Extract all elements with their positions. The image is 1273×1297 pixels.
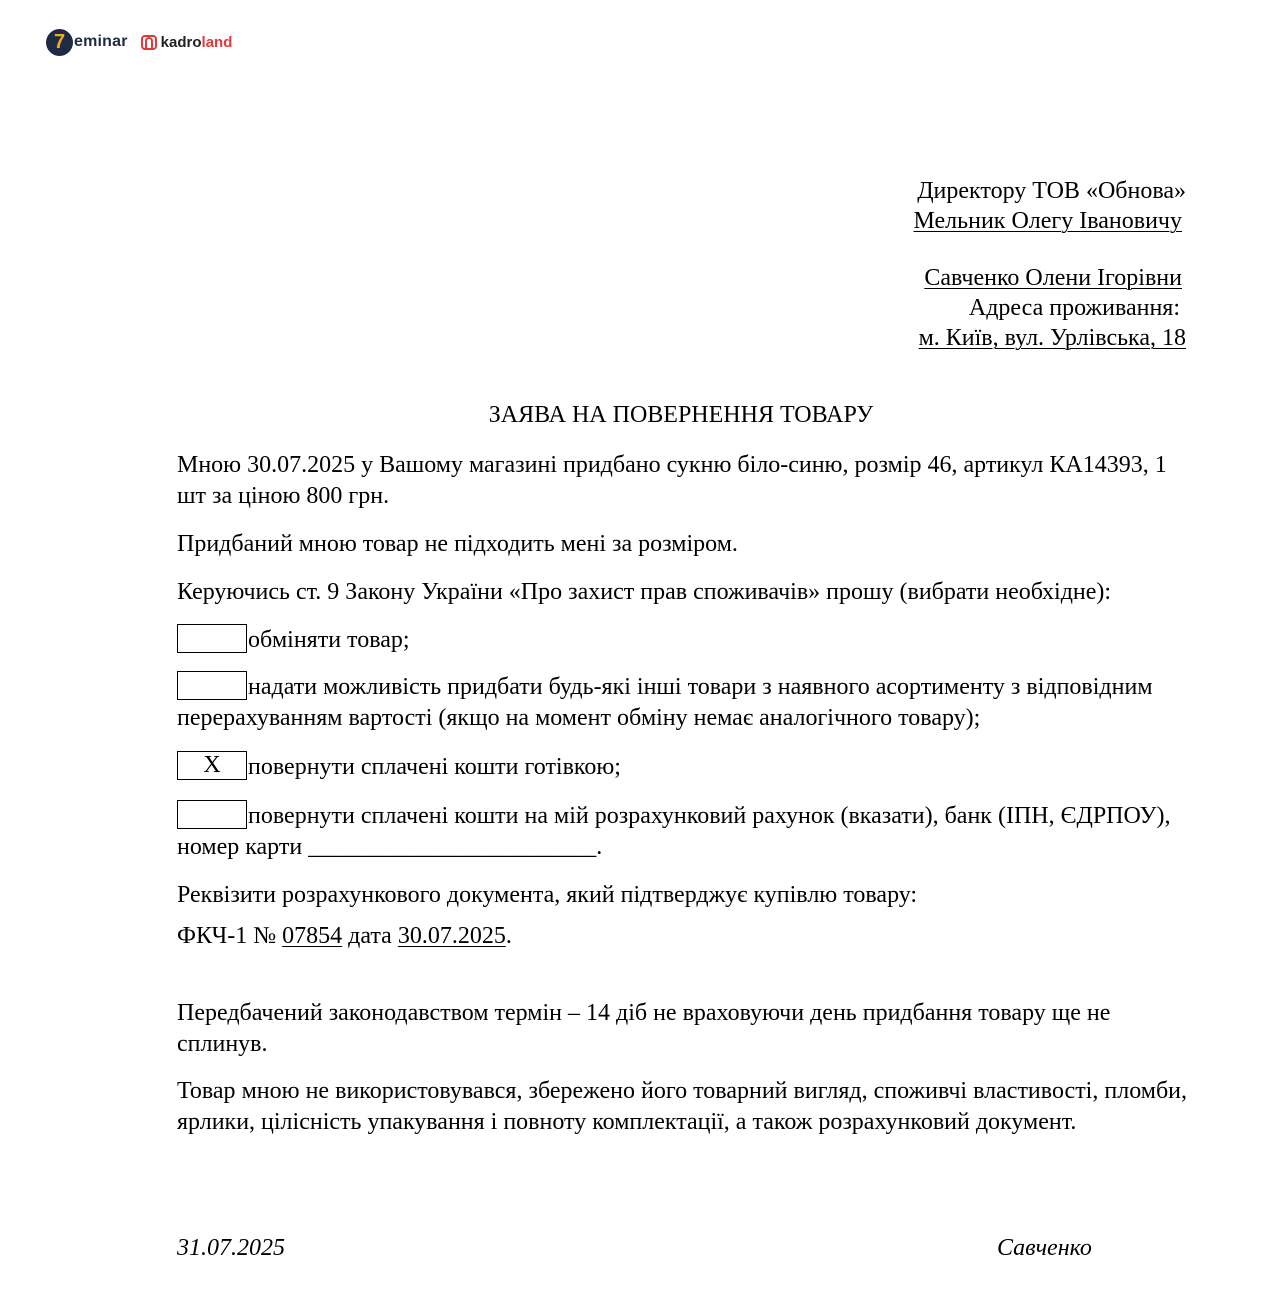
condition-paragraph: Товар мною не використовувався, збережено його товарний вигляд, споживчі властивості, пломби, ярлики, цілісність упакування і повноту комплектації, а також розрахунковий документ. bbox=[177, 1078, 1187, 1135]
signature-date: 31.07.2025 bbox=[177, 1235, 285, 1261]
option-account-refund bbox=[177, 801, 1187, 863]
receipt-date-label: дата bbox=[342, 923, 398, 949]
option-checkbox[interactable] bbox=[177, 800, 247, 829]
kadroland-logo-text-part1: kadro bbox=[160, 33, 202, 51]
option-checkbox[interactable] bbox=[177, 624, 247, 653]
seminar-logo bbox=[46, 29, 128, 56]
option-cash-refund bbox=[177, 752, 1187, 783]
header-logos bbox=[46, 28, 232, 56]
term-paragraph: Передбачений законодавством термін – 14 діб не враховуючи день придбання товару ще не сплинув. bbox=[177, 1000, 1111, 1057]
addressee-position: Директору ТОВ «Обнова» bbox=[917, 178, 1186, 204]
receipt-date: 30.07.2025 bbox=[397, 923, 506, 949]
receipt-number: 07854 bbox=[282, 923, 343, 949]
applicant-name: Савченко Олени Ігорівни bbox=[924, 265, 1182, 291]
option-label: повернути сплачені кошти на мій розрахунковий рахунок (вказати), банк (ІПН, ЄДРПОУ), номер карти ________________________. bbox=[177, 803, 1171, 860]
receipt-intro: Реквізити розрахункового документа, який підтверджує купівлю товару: bbox=[177, 882, 918, 908]
option-other-goods bbox=[177, 672, 1187, 734]
addressee-block bbox=[914, 176, 1187, 353]
seminar-logo-badge: 7 bbox=[46, 29, 73, 56]
option-checkbox[interactable] bbox=[177, 671, 247, 700]
kadroland-logo-text-part2: land bbox=[201, 33, 233, 51]
applicant-address: м. Київ, вул. Урлівська, 18 bbox=[918, 325, 1186, 351]
purchase-paragraph: Мною 30.07.2025 у Вашому магазині придбано сукню біло-синю, розмір 46, артикул КА14393, 1 шт за ціною 800 грн. bbox=[177, 452, 1167, 509]
request-paragraph: Керуючись ст. 9 Закону України «Про захист прав споживачів» прошу (вибрати необхідне): bbox=[177, 579, 1112, 605]
addressee-director-name: Мельник Олегу Івановичу bbox=[913, 208, 1182, 234]
reason-paragraph: Придбаний мною товар не підходить мені за розміром. bbox=[177, 531, 738, 557]
option-exchange bbox=[177, 625, 1187, 656]
option-checkbox[interactable]: Х bbox=[177, 751, 247, 780]
receipt-prefix: ФКЧ-1 № bbox=[177, 923, 283, 949]
option-label: надати можливість придбати будь-які інші товари з наявного асортименту з відповідним перерахуванням вартості (якщо на момент обміну немає аналогічного товару); bbox=[177, 674, 1153, 731]
address-label: Адреса проживання: bbox=[968, 295, 1180, 321]
receipt-suffix: . bbox=[505, 923, 512, 949]
option-label: обміняти товар; bbox=[248, 627, 410, 653]
kadroland-logo-icon bbox=[140, 33, 158, 51]
receipt-details bbox=[177, 921, 1187, 952]
kadroland-logo bbox=[140, 33, 233, 51]
document-title: ЗАЯВА НА ПОВЕРНЕННЯ ТОВАРУ bbox=[488, 402, 874, 428]
seminar-logo-text: eminar bbox=[74, 33, 128, 50]
option-label: повернути сплачені кошти готівкою; bbox=[248, 754, 621, 780]
signature-name: Савченко bbox=[997, 1235, 1092, 1261]
